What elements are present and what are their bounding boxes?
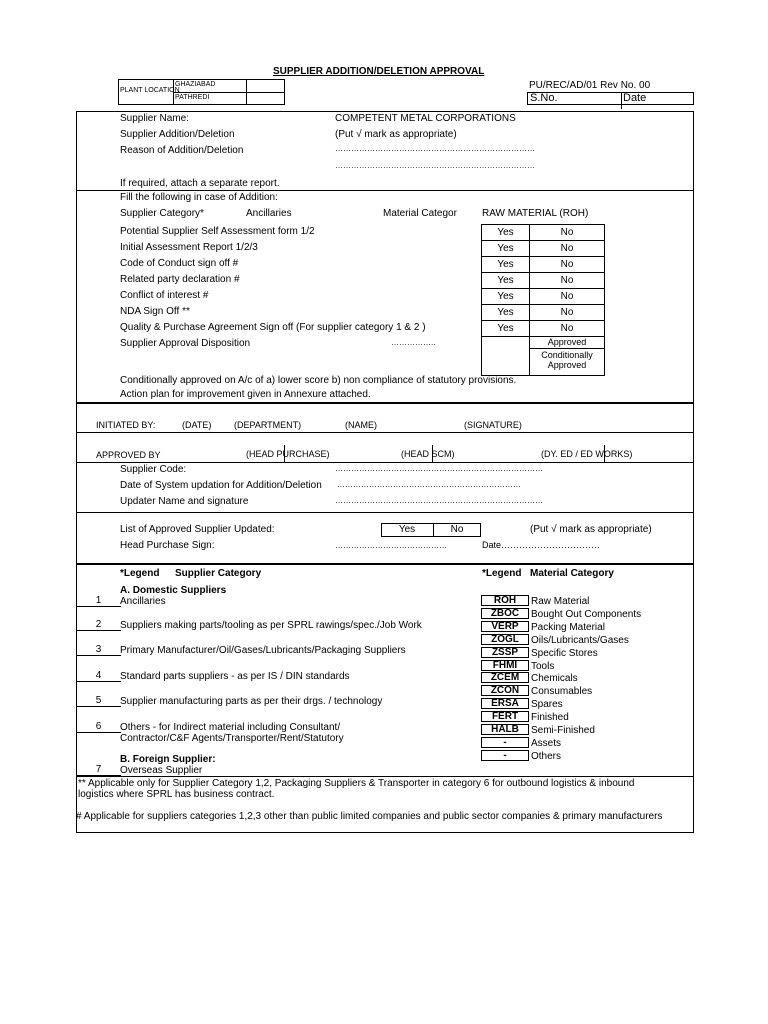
asl-note: (Put √ mark as appropriate): [530, 524, 652, 535]
checklist-yes[interactable]: Yes: [481, 304, 530, 321]
domestic-num: 6: [76, 722, 121, 733]
add-del-value[interactable]: (Put √ mark as appropriate): [335, 129, 457, 140]
domestic-num: 4: [76, 671, 121, 682]
material-name: Others: [531, 751, 562, 762]
material-category-title: Material Category: [530, 568, 614, 579]
material-name: Spares: [531, 699, 563, 710]
material-name: Chemicals: [531, 673, 578, 684]
domestic-item: Suppliers making parts/tooling as per SPRL rawings/spec./Job Work: [120, 620, 422, 631]
material-code: -: [481, 737, 529, 748]
initiated-by-label: INITIATED BY:: [96, 420, 156, 430]
doc-reference: PU/REC/AD/01 Rev No. 00: [529, 80, 651, 91]
checklist-label: Code of Conduct sign off #: [120, 258, 239, 269]
domestic-item: Supplier manufacturing parts as per their drgs. / technology: [120, 696, 383, 707]
checkbox-ghaziabad[interactable]: [247, 80, 284, 91]
updater-label: Updater Name and signature: [120, 496, 249, 507]
action-plan-note: Action plan for improvement given in Annexure attached.: [120, 389, 371, 400]
approver-head-scm[interactable]: (HEAD SCM): [401, 449, 455, 459]
domestic-item-cont: Contractor/C&F Agents/Transporter/Rent/Statutory: [120, 733, 344, 744]
legend-label-supplier: *Legend: [120, 568, 160, 579]
checklist-yes[interactable]: Yes: [481, 224, 530, 241]
domestic-item: Others - for Indirect material including Consultant/: [120, 722, 341, 733]
system-date-label: Date of System updation for Addition/Deletion: [120, 480, 322, 491]
checklist-no[interactable]: No: [529, 304, 605, 321]
foreign-num: 7: [76, 765, 121, 776]
checklist-label: Initial Assessment Report 1/2/3: [120, 242, 258, 253]
approver-dy-ed[interactable]: (DY. ED / ED WORKS): [541, 449, 633, 459]
material-name: Oils/Lubricants/Gases: [531, 635, 629, 646]
checklist-yes[interactable]: Yes: [481, 320, 530, 337]
form-title: SUPPLIER ADDITION/DELETION APPROVAL: [273, 66, 485, 77]
domestic-item: Standard parts suppliers - as per IS / DIN standards: [120, 671, 350, 682]
initiated-department[interactable]: (DEPARTMENT): [234, 420, 302, 430]
checklist-yes[interactable]: Yes: [481, 288, 530, 305]
checklist-label: NDA Sign Off **: [120, 306, 190, 317]
checklist-yes[interactable]: Yes: [481, 240, 530, 257]
checklist-no[interactable]: No: [529, 320, 605, 337]
checklist-no[interactable]: No: [529, 288, 605, 305]
system-date-dots[interactable]: ……………………………………………………………: [337, 480, 521, 489]
addition-intro: Fill the following in case of Addition:: [120, 192, 278, 203]
initiated-signature[interactable]: (SIGNATURE): [464, 420, 522, 430]
checkbox-pathredi[interactable]: [247, 93, 284, 104]
initiated-date[interactable]: (DATE): [182, 420, 212, 430]
checklist-label: Potential Supplier Self Assessment form 1/2: [120, 226, 315, 237]
material-code: ZBOC: [481, 608, 529, 619]
material-code: ZOGL: [481, 634, 529, 645]
approved-option[interactable]: Approved: [547, 337, 587, 347]
material-name: Tools: [531, 661, 555, 672]
material-code: ZSSP: [481, 647, 529, 658]
material-code: ROH: [481, 595, 529, 606]
material-code: HALB: [481, 724, 529, 735]
material-category-label: Material Categor: [383, 208, 457, 219]
material-code: ZCEM: [481, 672, 529, 683]
asl-no[interactable]: No: [450, 524, 464, 535]
material-name: Semi-Finished: [531, 725, 595, 736]
supplier-category-value[interactable]: Ancillaries: [246, 208, 292, 219]
approved-by-label: APPROVED BY: [96, 450, 161, 460]
domestic-item: Primary Manufacturer/Oil/Gases/Lubricants/Packaging Suppliers: [120, 645, 406, 656]
domestic-num: 2: [76, 620, 121, 631]
material-code: VERP: [481, 621, 529, 632]
asl-yes[interactable]: Yes: [398, 524, 416, 535]
updater-dots[interactable]: ……………………………………………………………………: [335, 496, 543, 505]
material-name: Assets: [531, 738, 562, 749]
checklist-yes[interactable]: Yes: [481, 272, 530, 289]
checklist-yes[interactable]: Yes: [481, 256, 530, 273]
checklist-label: Conflict of interest #: [120, 290, 209, 301]
supplier-name-label: Supplier Name:: [120, 113, 189, 124]
separate-report-note: If required, attach a separate report.: [120, 178, 280, 189]
material-name: Consumables: [531, 686, 593, 697]
sno-label: S.No.: [530, 92, 558, 104]
checklist-label: Related party declaration #: [120, 274, 240, 285]
material-code: FHMI: [481, 660, 529, 671]
footnote-hash: # Applicable for suppliers categories 1,2,3 other than public limited companies and public sector companies & primary manufacturers: [76, 811, 663, 822]
reason-label: Reason of Addition/Deletion: [120, 145, 244, 156]
foreign-title: B. Foreign Supplier:: [120, 754, 216, 765]
plant-pathredi: PATHREDI: [175, 94, 210, 101]
footnote-nda: ** Applicable only for Supplier Category 1,2, Packaging Suppliers & Transporter in category 6 for outbound logistics & inbound: [78, 778, 635, 789]
head-sign-date[interactable]: Date……………………………: [482, 540, 601, 550]
material-name: Packing Material: [531, 622, 605, 633]
checklist-no[interactable]: No: [529, 224, 605, 241]
reason-line-2[interactable]: …………………………………………………………………: [335, 161, 535, 170]
domestic-num: 1: [76, 596, 121, 607]
material-code: -: [481, 750, 529, 761]
checklist-label: Quality & Purchase Agreement Sign off (For supplier category 1 & 2 ): [120, 322, 426, 333]
domestic-num: 3: [76, 645, 121, 656]
footnote-nda-cont: logistics where SPRL has business contract.: [78, 789, 275, 800]
domestic-num: 5: [76, 696, 121, 707]
supplier-category-title: Supplier Category: [175, 568, 262, 579]
head-sign-dots[interactable]: ……………………………………: [335, 541, 447, 550]
initiated-name[interactable]: (NAME): [345, 420, 377, 430]
legend-label-material: *Legend: [482, 568, 522, 579]
plant-location-label: PLANT LOCATION: [120, 87, 180, 94]
head-sign-label: Head Purchase Sign:: [120, 540, 215, 551]
conditional-note: Conditionally approved on A/c of a) lower score b) non compliance of statutory provisions.: [120, 375, 517, 386]
checklist-no[interactable]: No: [529, 240, 605, 257]
disposition-dots[interactable]: ……………..: [391, 338, 436, 347]
material-name: Bought Out Components: [531, 609, 642, 620]
domestic-item: Ancillaries: [120, 596, 166, 607]
checklist-no[interactable]: No: [529, 272, 605, 289]
plant-ghaziabad: GHAZIABAD: [175, 81, 216, 88]
material-code: ZCON: [481, 685, 529, 696]
supplier-code-dots[interactable]: ……………………………………………………………………: [335, 464, 543, 473]
asl-label: List of Approved Supplier Updated:: [120, 524, 275, 535]
reason-line-1[interactable]: …………………………………………………………………: [335, 144, 535, 153]
disposition-label: Supplier Approval Disposition: [120, 338, 251, 349]
material-name: Raw Material: [531, 596, 590, 607]
supplier-code-label: Supplier Code:: [120, 464, 187, 475]
add-del-label: Supplier Addition/Deletion: [120, 129, 235, 140]
material-code: FERT: [481, 711, 529, 722]
approver-head-purchase[interactable]: (HEAD PURCHASE): [246, 449, 330, 459]
material-category-value[interactable]: RAW MATERIAL (ROH): [482, 208, 589, 219]
date-label: Date: [623, 92, 647, 104]
domestic-title: A. Domestic Suppliers: [120, 585, 227, 596]
material-code: ERSA: [481, 698, 529, 709]
conditionally-approved-option[interactable]: Conditionally Approved: [541, 350, 593, 370]
foreign-item: Overseas Supplier: [120, 765, 203, 776]
supplier-category-label: Supplier Category*: [120, 208, 204, 219]
material-name: Finished: [531, 712, 569, 723]
material-name: Specific Stores: [531, 648, 598, 659]
supplier-name-value[interactable]: COMPETENT METAL CORPORATIONS: [335, 113, 516, 124]
checklist-no[interactable]: No: [529, 256, 605, 273]
